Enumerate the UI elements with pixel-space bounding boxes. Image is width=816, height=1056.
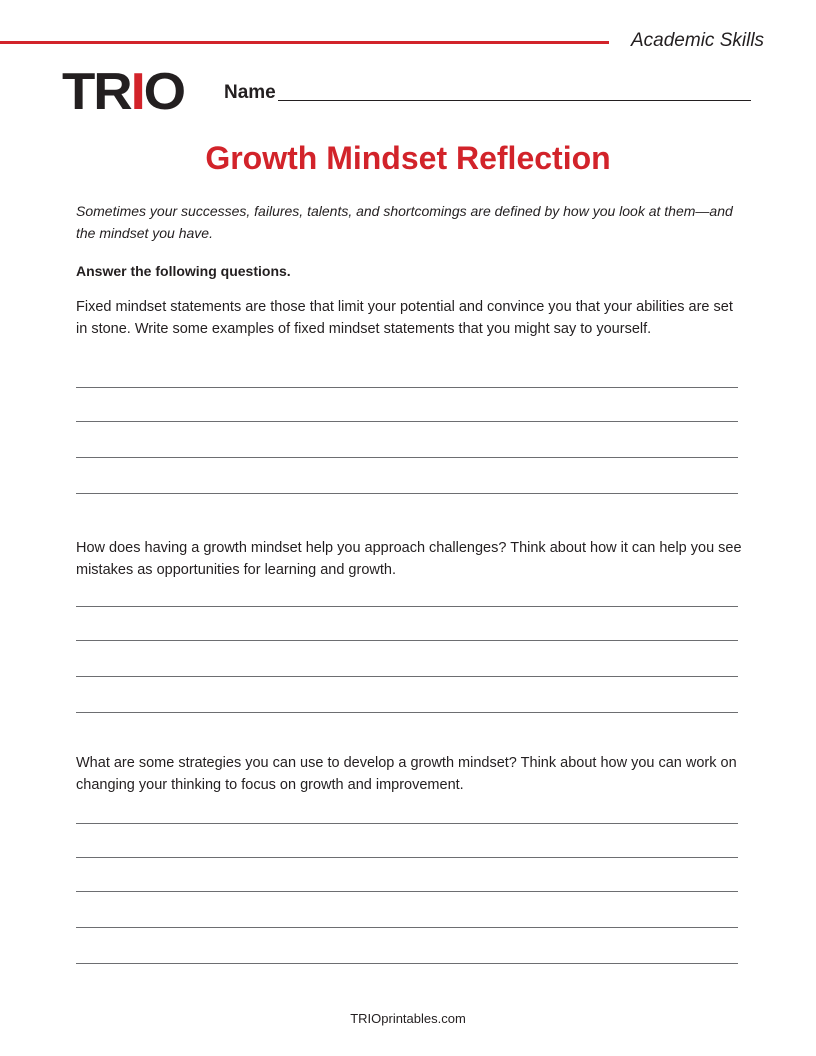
question-1: Fixed mindset statements are those that limit your potential and convince you that your abilities are set in stone. Write some examples of fixed mindset statements that you might say to yourself. bbox=[76, 299, 733, 337]
answer-line[interactable] bbox=[76, 891, 738, 892]
header-rule bbox=[0, 41, 609, 44]
name-label: Name bbox=[224, 82, 276, 103]
answer-line[interactable] bbox=[76, 963, 738, 964]
name-field[interactable] bbox=[278, 100, 751, 101]
logo-o: O bbox=[143, 63, 185, 121]
answer-line[interactable] bbox=[76, 606, 738, 607]
answer-line[interactable] bbox=[76, 457, 738, 458]
trio-logo bbox=[62, 63, 185, 121]
answer-line[interactable] bbox=[76, 387, 738, 388]
answer-line[interactable] bbox=[76, 676, 738, 677]
footer-url: TRIOprintables.com bbox=[350, 1011, 466, 1026]
logo-tr: TR bbox=[62, 63, 131, 121]
instruction: Answer the following questions. bbox=[76, 263, 291, 279]
question-3: What are some strategies you can use to develop a growth mindset? Think about how you can work on changing your thinking to focus on growth and improvement. bbox=[76, 755, 737, 793]
question-2: How does having a growth mindset help you approach challenges? Think about how it can help you see mistakes as opportunities for learning and growth. bbox=[76, 540, 742, 578]
intro-text: Sometimes your successes, failures, talents, and shortcomings are defined by how you look at them—and the mindset you have. bbox=[76, 203, 733, 241]
logo-i: I bbox=[130, 63, 144, 121]
answer-line[interactable] bbox=[76, 421, 738, 422]
answer-line[interactable] bbox=[76, 640, 738, 641]
page-title: Growth Mindset Reflection bbox=[205, 140, 611, 176]
answer-line[interactable] bbox=[76, 857, 738, 858]
answer-line[interactable] bbox=[76, 493, 738, 494]
answer-line[interactable] bbox=[76, 823, 738, 824]
answer-line[interactable] bbox=[76, 927, 738, 928]
category-label: Academic Skills bbox=[631, 30, 765, 51]
answer-line[interactable] bbox=[76, 712, 738, 713]
